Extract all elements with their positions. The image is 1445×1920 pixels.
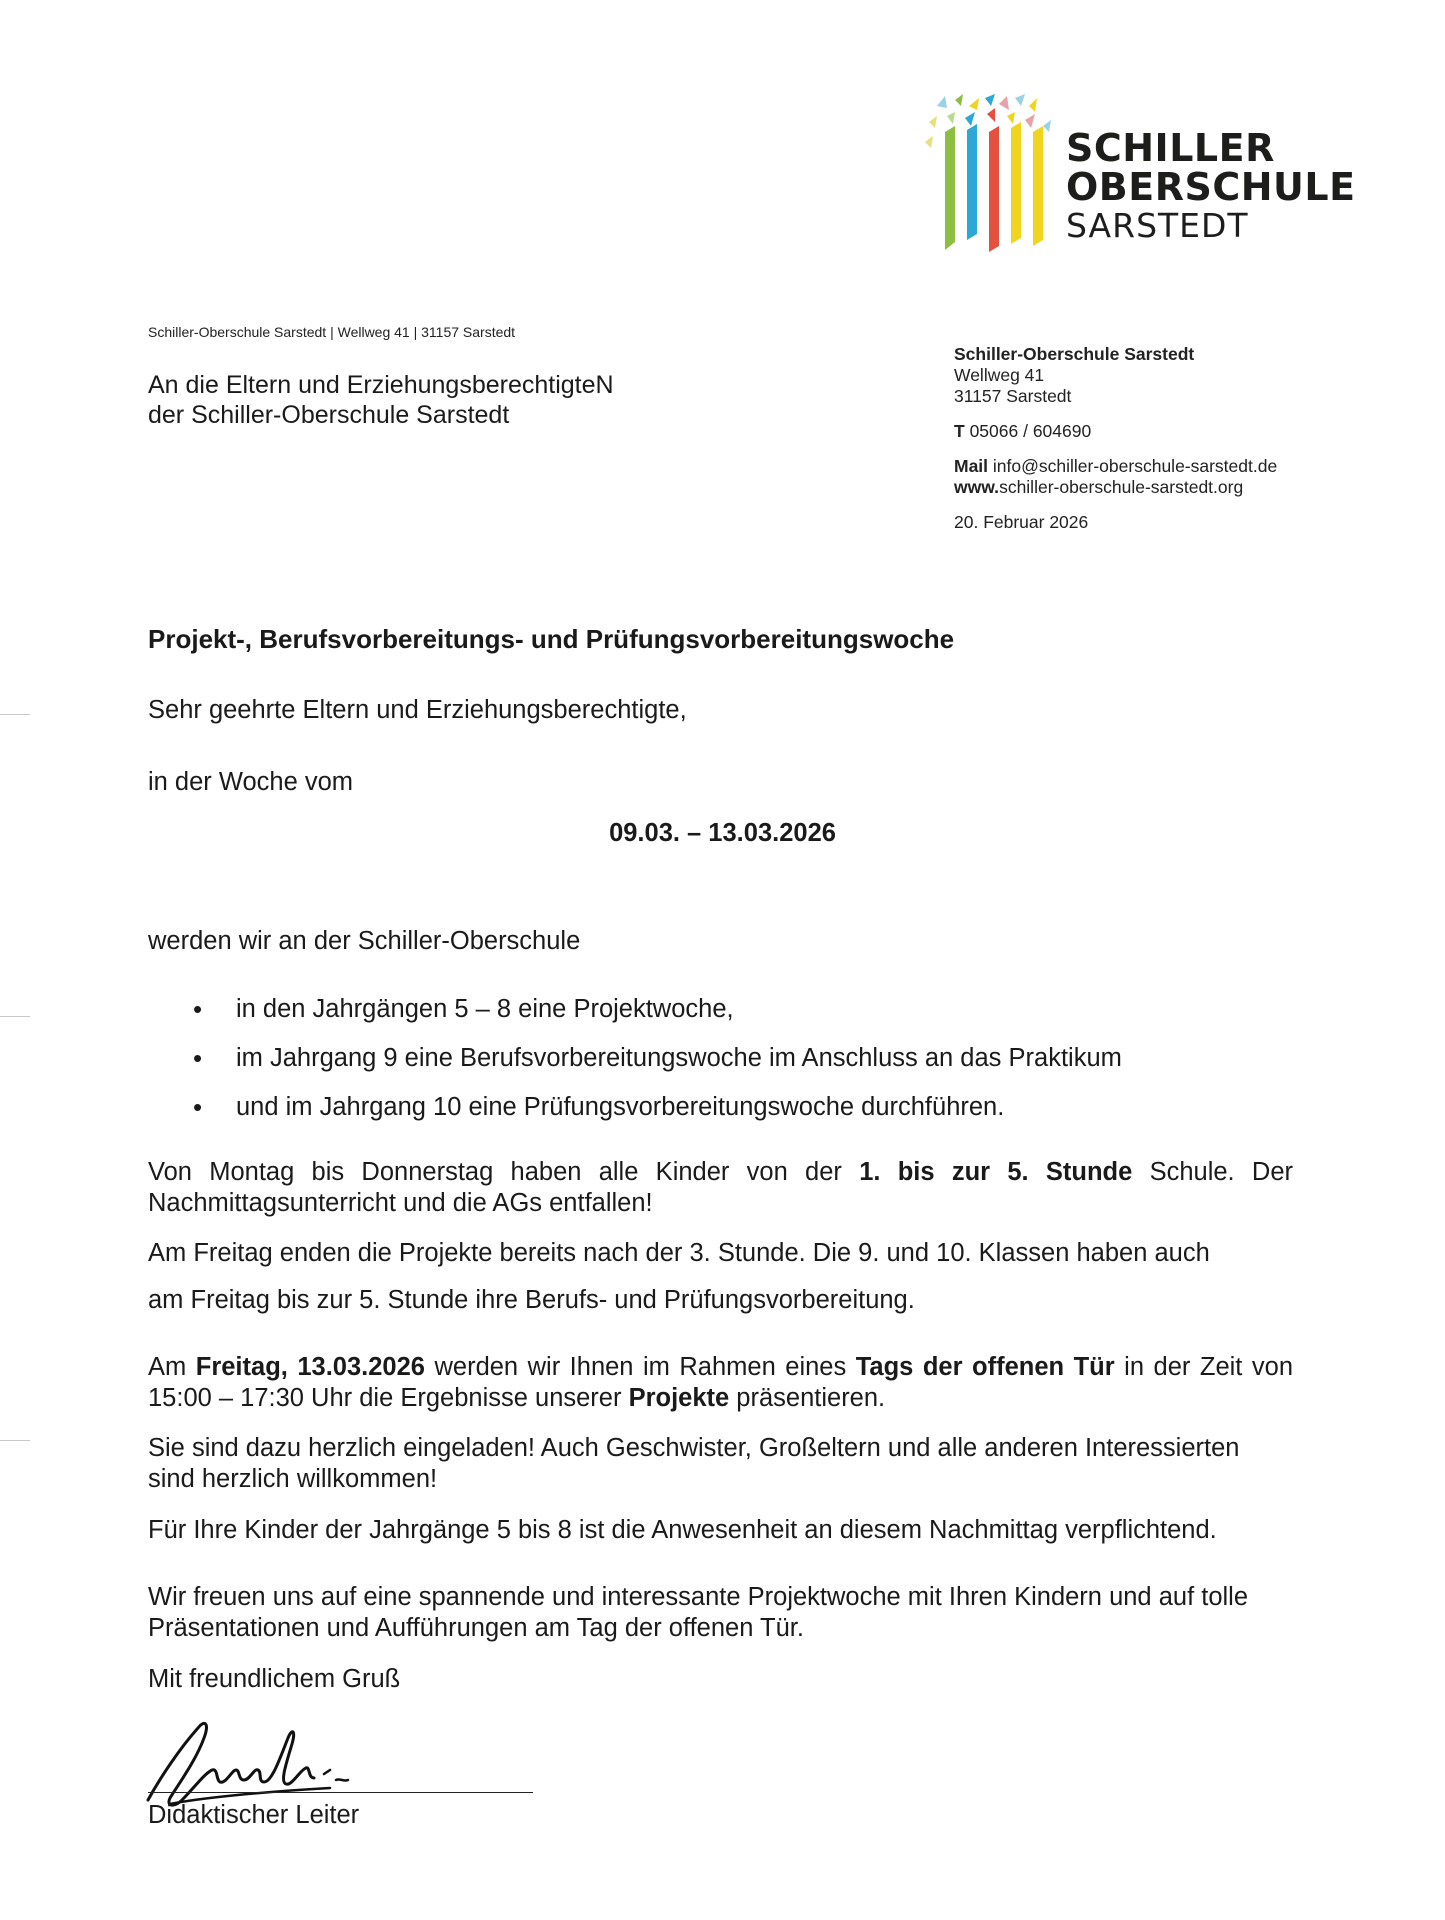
sender-line: Schiller-Oberschule Sarstedt | Wellweg 41 | 31157 Sarstedt: [148, 324, 516, 340]
contact-phone: 05066 / 604690: [969, 421, 1092, 441]
recipient-line-2: der Schiller-Oberschule Sarstedt: [148, 401, 510, 429]
p1-text-a: Von Montag bis Donnerstag haben alle Kinder von der: [148, 1158, 860, 1186]
contact-web: schiller-oberschule-sarstedt.org: [999, 477, 1244, 497]
paragraph-closing-wish: Wir freuen uns auf eine spannende und interessante Projektwoche mit Ihren Kindern und auf tolle Präsentationen und Aufführungen am Tag der offenen Tür.: [148, 1583, 1249, 1642]
logo-text-schiller: SCHILLER: [1066, 126, 1275, 170]
contact-web-line: [954, 477, 1277, 498]
p1-text-c: Schule. Der Nachmittagsunterricht und die AGs entfallen!: [148, 1158, 1293, 1217]
logo-mark: [925, 92, 1060, 252]
p3-bold-date: Freitag, 13.03.2026: [195, 1353, 425, 1381]
fold-mark-bottom: [0, 1440, 30, 1441]
intro-text: in der Woche vom: [148, 768, 354, 796]
p3-text-e: in der Zeit von 15:00 – 17:30 Uhr die Ergebnisse unserer: [148, 1353, 1293, 1412]
phone-label: T: [954, 421, 965, 441]
p3-bold-open-day: Tags der offenen Tür: [855, 1353, 1115, 1381]
contact-city: 31157 Sarstedt: [954, 386, 1072, 406]
paragraph-friday-line-1: Am Freitag enden die Projekte bereits nach der 3. Stunde. Die 9. und 10. Klassen haben auch: [148, 1239, 1210, 1267]
contact-block: [954, 344, 1277, 533]
closing-greeting: Mit freundlichem Gruß: [148, 1665, 401, 1693]
paragraph-schedule: [148, 1157, 1293, 1219]
contact-phone-line: [954, 421, 1277, 442]
signature-line: [148, 1792, 533, 1793]
paragraph-attendance: Für Ihre Kinder der Jahrgänge 5 bis 8 ist die Anwesenheit an diesem Nachmittag verpflichtend.: [148, 1516, 1217, 1544]
paragraph-open-day: [148, 1352, 1293, 1414]
logo-text-oberschule: OBERSCHULE: [1066, 165, 1356, 209]
fold-mark-top: [0, 714, 30, 715]
lead-text: werden wir an der Schiller-Oberschule: [148, 927, 581, 955]
contact-mail: info@schiller-oberschule-sarstedt.de: [992, 456, 1278, 476]
bullet-item-2: im Jahrgang 9 eine Berufsvorbereitungswoche im Anschluss an das Praktikum: [236, 1044, 1122, 1072]
letter-date: 20. Februar 2026: [954, 512, 1089, 532]
bullet-item-1: in den Jahrgängen 5 – 8 eine Projektwoche,: [236, 995, 734, 1023]
contact-street: Wellweg 41: [954, 365, 1045, 385]
week-dates: 09.03. – 13.03.2026: [609, 819, 836, 847]
p3-bold-projects: Projekte: [628, 1384, 730, 1412]
bullet-dot: •: [193, 994, 203, 1024]
fold-mark-middle: [0, 1016, 30, 1017]
signature-title: Didaktischer Leiter: [148, 1801, 360, 1829]
contact-name: Schiller-Oberschule Sarstedt: [954, 344, 1195, 364]
paragraph-friday-line-2: am Freitag bis zur 5. Stunde ihre Berufs- und Prüfungsvorbereitung.: [148, 1286, 915, 1314]
recipient-address: [148, 370, 614, 430]
letter-subject: Projekt-, Berufsvorbereitungs- und Prüfungsvorbereitungswoche: [148, 624, 955, 654]
p3-text-g: präsentieren.: [729, 1384, 886, 1412]
salutation: Sehr geehrte Eltern und Erziehungsberechtigte,: [148, 696, 687, 724]
bullet-dot: •: [193, 1092, 203, 1122]
contact-mail-line: [954, 456, 1277, 477]
mail-label: Mail: [954, 456, 989, 476]
bullet-item-3: und im Jahrgang 10 eine Prüfungsvorbereitungswoche durchführen.: [236, 1093, 1005, 1121]
web-label: www.: [954, 477, 1000, 497]
p3-text-c: werden wir Ihnen im Rahmen eines: [424, 1353, 856, 1381]
p1-bold: 1. bis zur 5. Stunde: [859, 1158, 1133, 1186]
p3-text-a: Am: [148, 1353, 196, 1381]
paragraph-invitation: Sie sind dazu herzlich eingeladen! Auch Geschwister, Großeltern und alle anderen Interessierten sind herzlich willkommen!: [148, 1434, 1240, 1493]
recipient-line-1: An die Eltern und ErziehungsberechtigteN: [148, 371, 614, 399]
logo-text-sarstedt: SARSTEDT: [1066, 206, 1249, 245]
bullet-dot: •: [193, 1043, 203, 1073]
